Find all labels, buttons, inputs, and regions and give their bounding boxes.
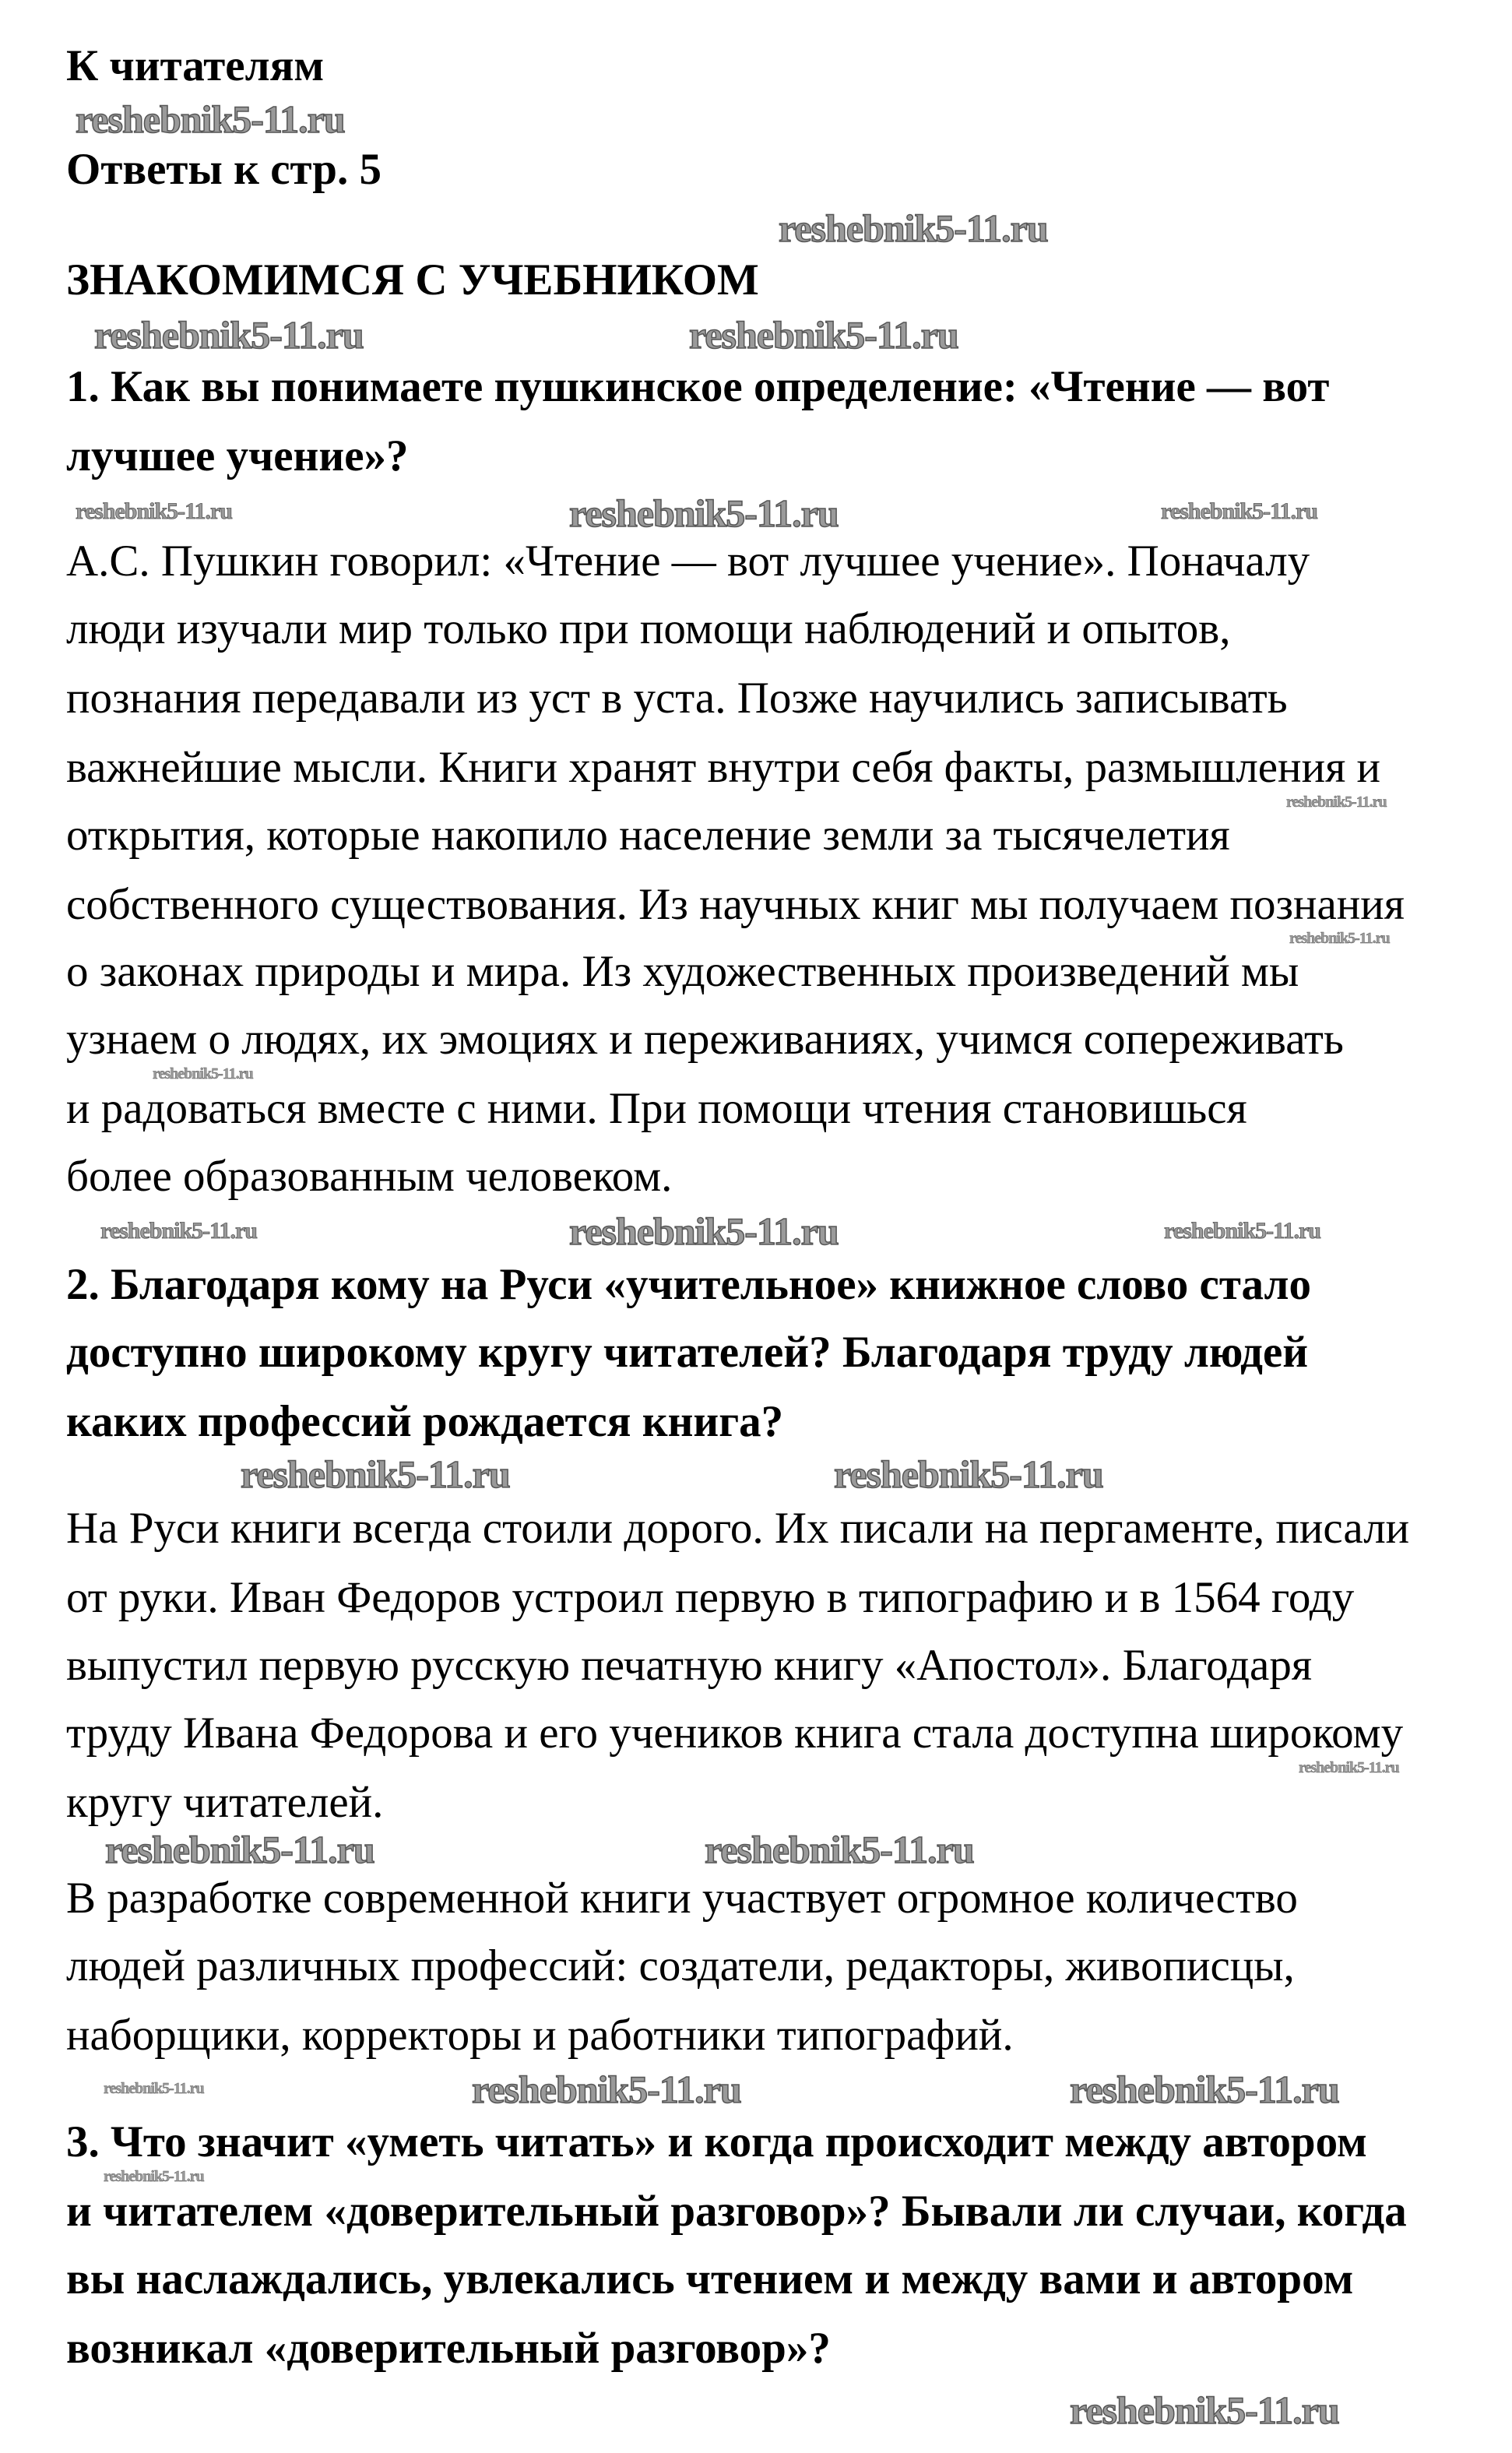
- question-2-line: 2. Благодаря кому на Руси «учительное» книжное слово стало: [66, 1260, 1312, 1309]
- watermark: reshebnik5-11.ru: [779, 206, 1048, 250]
- watermark: reshebnik5-11.ru: [1289, 930, 1390, 947]
- answer-2b-line: людей различных профессий: создатели, редакторы, живописцы,: [66, 1941, 1295, 1990]
- answer-1-line: узнаем о людях, их эмоциях и переживаниях, учимся сопереживать: [66, 1015, 1344, 1064]
- answers-heading: Ответы к стр. 5: [66, 145, 382, 194]
- watermark: reshebnik5-11.ru: [76, 97, 345, 141]
- question-2-line: каких профессий рождается книга?: [66, 1397, 784, 1446]
- answer-1-line: А.С. Пушкин говорил: «Чтение — вот лучшее учение». Поначалу: [66, 537, 1310, 586]
- answer-1-line: важнейшие мысли. Книги хранят внутри себя факты, размышления и: [66, 743, 1381, 792]
- question-2-line: доступно широкому кругу читателей? Благодаря труду людей: [66, 1328, 1309, 1377]
- answer-1-line: и радоваться вместе с ними. При помощи чтения становишься: [66, 1084, 1247, 1133]
- watermark: reshebnik5-11.ru: [834, 1452, 1103, 1496]
- answer-2-line: труду Ивана Федорова и его учеников книга стала доступна широкому: [66, 1709, 1404, 1758]
- watermark: reshebnik5-11.ru: [472, 2068, 741, 2111]
- answer-2b-line: наборщики, корректоры и работники типографий.: [66, 2011, 1014, 2060]
- watermark: reshebnik5-11.ru: [1161, 498, 1317, 524]
- question-3-line: вы наслаждались, увлекались чтением и между вами и автором: [66, 2254, 1354, 2303]
- question-3-line: 3. Что значит «уметь читать» и когда происходит между автором: [66, 2117, 1367, 2166]
- answer-1-line: люди изучали мир только при помощи наблюдений и опытов,: [66, 604, 1231, 653]
- watermark: reshebnik5-11.ru: [1070, 2068, 1339, 2111]
- question-1-line: 1. Как вы понимаете пушкинское определение: «Чтение — вот: [66, 362, 1330, 411]
- question-3-line: возникал «доверительный разговор»?: [66, 2324, 831, 2373]
- watermark: reshebnik5-11.ru: [1299, 1759, 1399, 1776]
- watermark: reshebnik5-11.ru: [104, 2080, 204, 2097]
- question-1-line: лучшее учение»?: [66, 431, 409, 480]
- answer-1-line: открытия, которые накопило население земли за тысячелетия: [66, 811, 1230, 860]
- answer-2b-line: В разработке современной книги участвует огромное количество: [66, 1874, 1298, 1923]
- watermark: reshebnik5-11.ru: [689, 313, 958, 357]
- answer-1-line: более образованным человеком.: [66, 1152, 673, 1201]
- answer-1-line: познания передавали из уст в уста. Позже научились записывать: [66, 674, 1288, 723]
- watermark: reshebnik5-11.ru: [153, 1065, 253, 1082]
- watermark: reshebnik5-11.ru: [94, 313, 364, 357]
- watermark: reshebnik5-11.ru: [104, 2168, 204, 2185]
- question-3-line: и читателем «доверительный разговор»? Бывали ли случаи, когда: [66, 2187, 1407, 2236]
- topic-heading: ЗНАКОМИМСЯ С УЧЕБНИКОМ: [66, 255, 759, 304]
- answer-1-line: о законах природы и мира. Из художественных произведений мы: [66, 947, 1299, 996]
- answer-2-line: от руки. Иван Федоров устроил первую в типографию и в 1564 году: [66, 1573, 1355, 1622]
- watermark: reshebnik5-11.ru: [100, 1218, 257, 1244]
- watermark: reshebnik5-11.ru: [241, 1452, 510, 1496]
- watermark: reshebnik5-11.ru: [705, 1828, 974, 1871]
- answer-2-line: На Руси книги всегда стоили дорого. Их писали на пергаменте, писали: [66, 1504, 1410, 1553]
- answer-2-line: кругу читателей.: [66, 1778, 384, 1827]
- watermark: reshebnik5-11.ru: [76, 498, 232, 524]
- section-heading: К читателям: [66, 41, 325, 90]
- watermark: reshebnik5-11.ru: [569, 491, 839, 535]
- watermark: reshebnik5-11.ru: [1164, 1218, 1320, 1244]
- watermark: reshebnik5-11.ru: [105, 1828, 374, 1871]
- answer-2-line: выпустил первую русскую печатную книгу «Апостол». Благодаря: [66, 1641, 1313, 1690]
- watermark: reshebnik5-11.ru: [1286, 794, 1387, 811]
- watermark: reshebnik5-11.ru: [1070, 2388, 1339, 2432]
- watermark: reshebnik5-11.ru: [569, 1209, 839, 1253]
- answer-1-line: собственного существования. Из научных книг мы получаем познания: [66, 880, 1405, 929]
